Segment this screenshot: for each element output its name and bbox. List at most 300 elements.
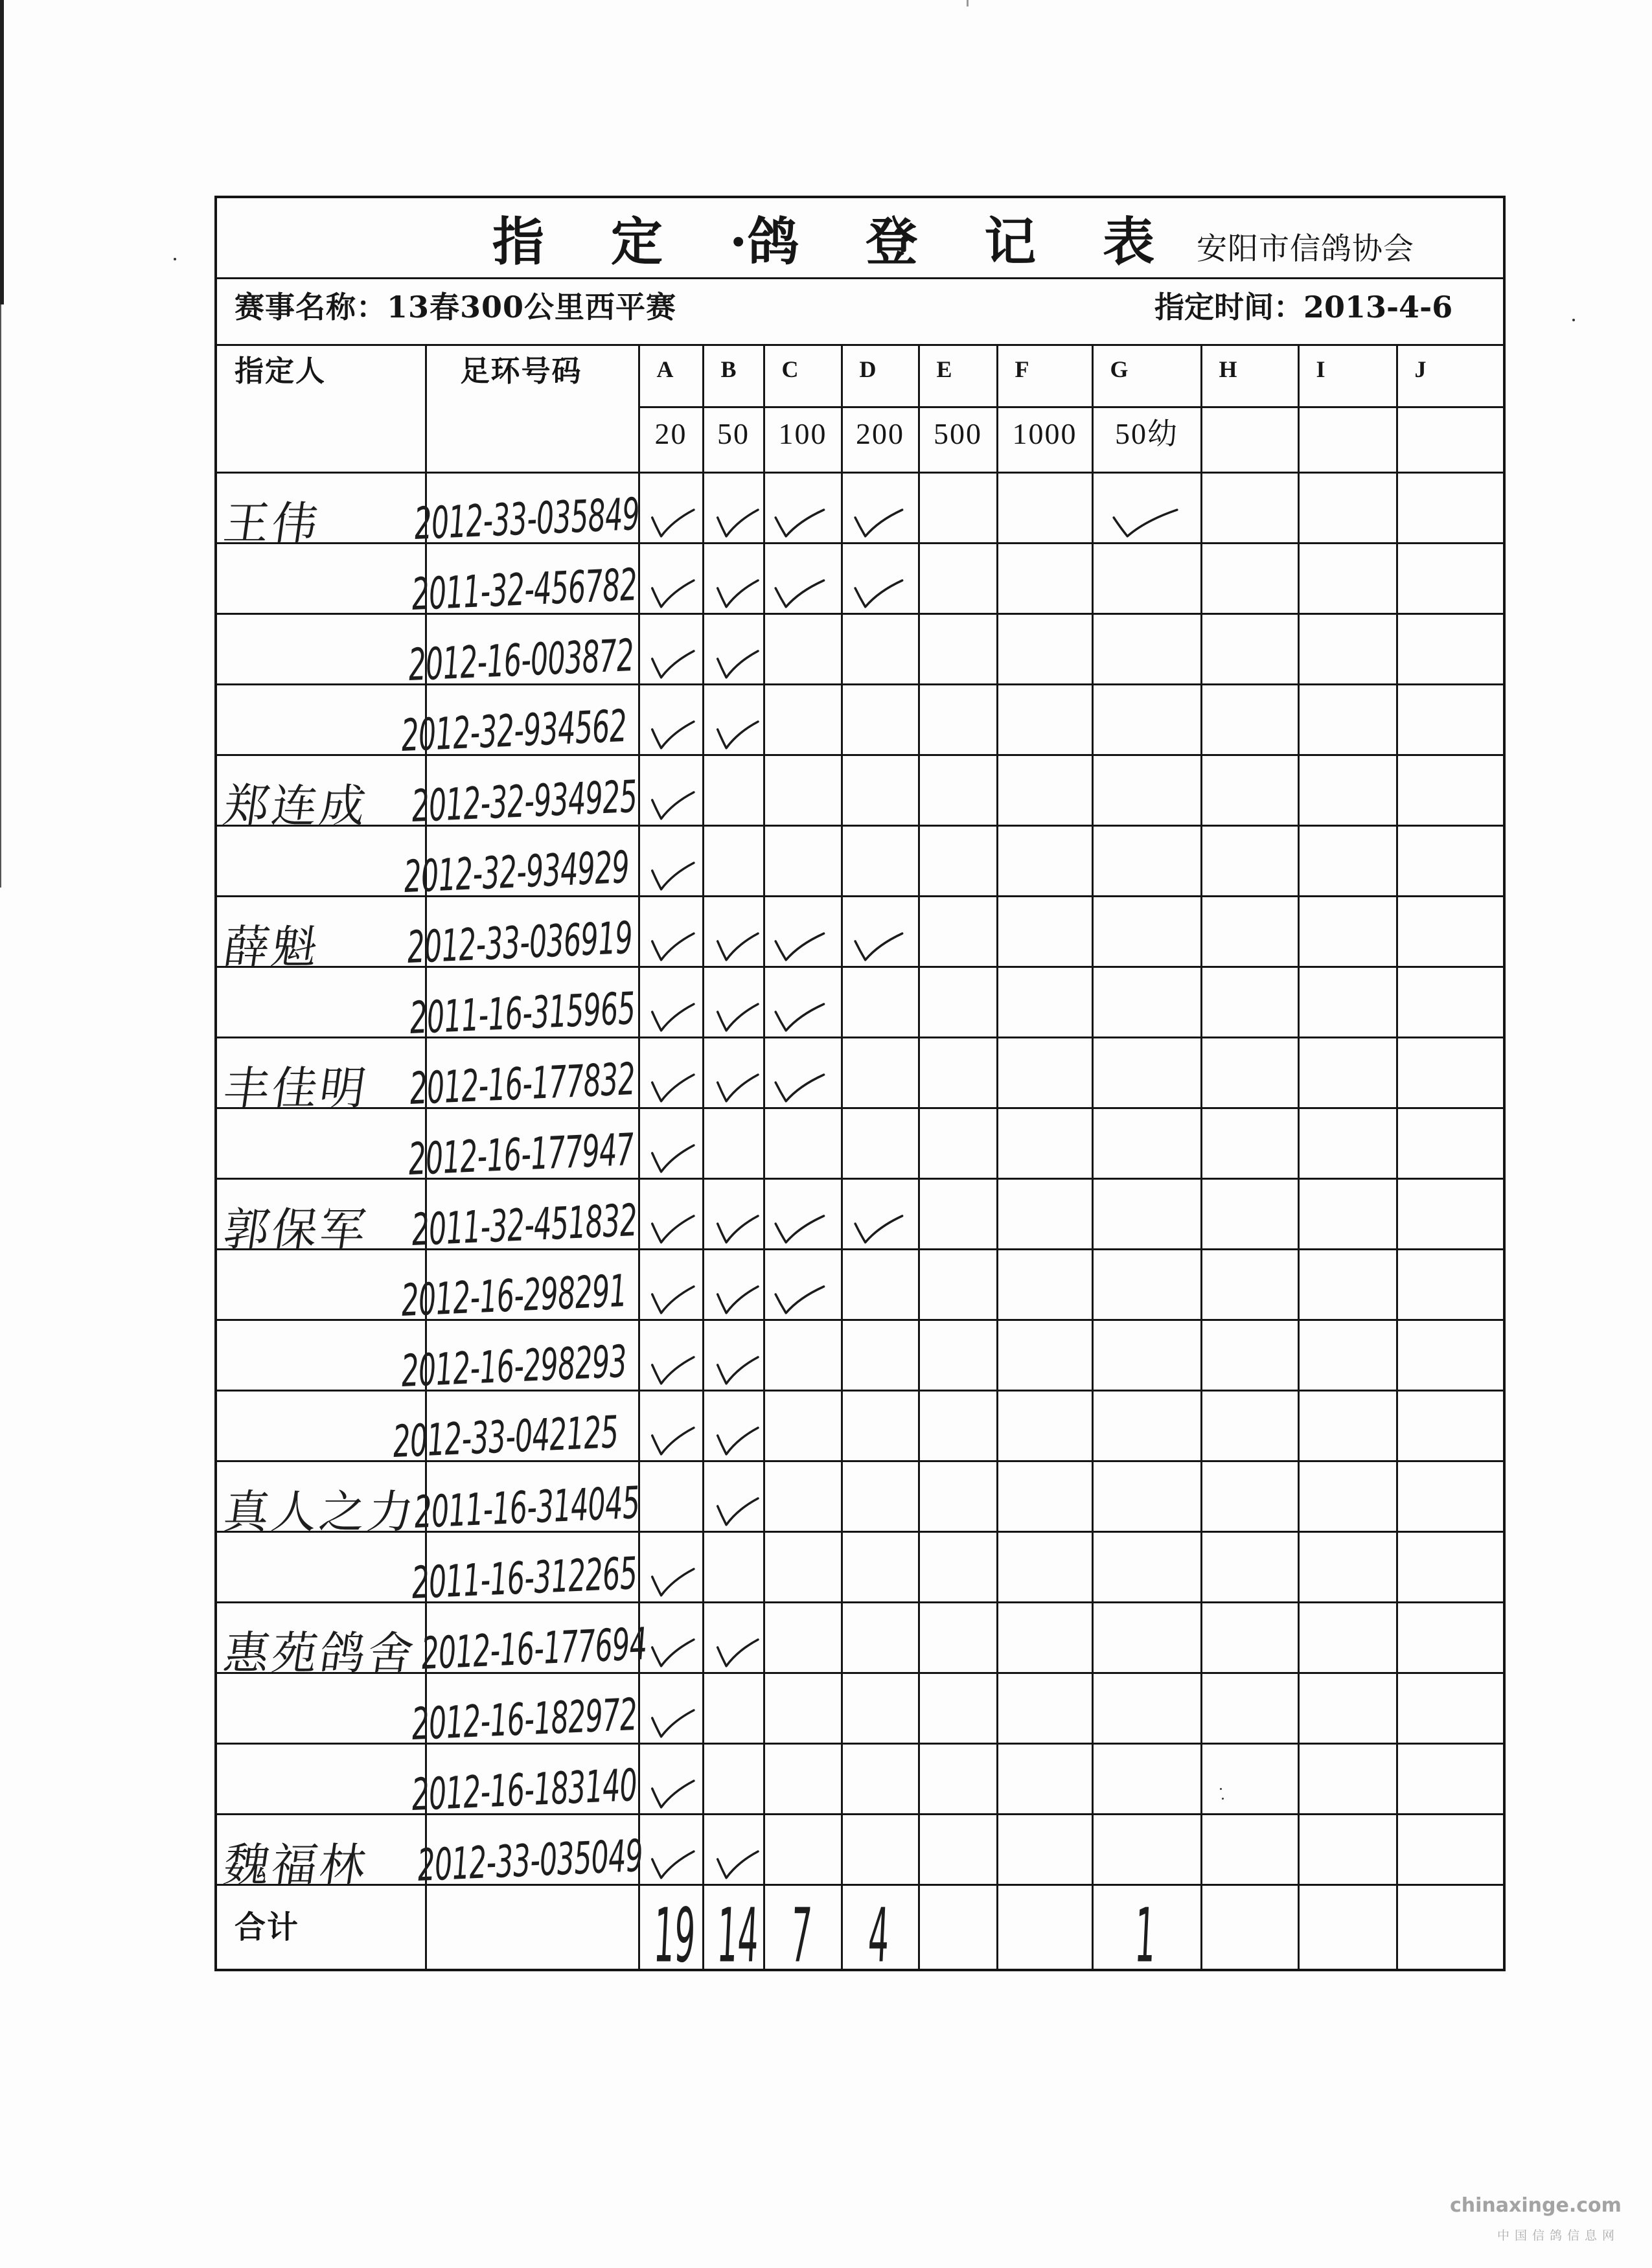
column-header-g (1092, 345, 1201, 407)
column-f-cell (997, 543, 1092, 613)
column-c-cell (764, 1673, 842, 1743)
total-h-cell (1201, 1884, 1298, 1970)
column-b-cell (703, 1390, 764, 1461)
column-j-cell (1397, 1178, 1504, 1249)
column-b-cell (703, 543, 764, 613)
check-stroke (652, 1004, 693, 1031)
column-d-cell (842, 1461, 919, 1531)
column-header-i (1298, 345, 1397, 407)
check-stroke (652, 1075, 693, 1101)
column-h-cell (1201, 684, 1298, 755)
column-h-cell (1201, 472, 1298, 543)
column-a-cell (639, 684, 703, 755)
column-j-cell (1397, 613, 1504, 684)
table-row (216, 755, 1504, 825)
column-d-cell (842, 1531, 919, 1602)
event-name: 赛事名称：13春300公里西平赛 (235, 289, 677, 325)
column-d-cell (842, 1602, 919, 1673)
total-f-cell (997, 1884, 1092, 1970)
total-value-a: 19 (651, 1892, 697, 1979)
column-f-cell (997, 613, 1092, 684)
check-stroke (775, 934, 823, 960)
column-e-cell (919, 1531, 997, 1602)
column-a-cell (639, 1249, 703, 1320)
column-d-cell (842, 1814, 919, 1884)
check-mark (650, 931, 695, 962)
column-amount-g (1092, 407, 1201, 472)
column-b-cell (703, 1531, 764, 1602)
column-d-cell (842, 684, 919, 755)
check-stroke (717, 1287, 757, 1313)
designated-time: 指定时间：2013-4-6 (1154, 289, 1453, 325)
column-d-cell (842, 1743, 919, 1814)
check-mark (650, 1143, 695, 1174)
column-a-cell (639, 472, 703, 543)
column-c-cell (764, 1531, 842, 1602)
total-d-cell (842, 1884, 919, 1979)
designator-cell (216, 1461, 426, 1539)
check-stroke (652, 510, 693, 536)
column-amount: 100 (778, 417, 827, 450)
ring-number: 2012-33-035849 (413, 487, 641, 549)
check-mark (716, 1213, 759, 1244)
column-c-cell (764, 613, 842, 684)
designator-cell (216, 543, 426, 613)
column-a-cell (639, 1178, 703, 1249)
column-h-cell (1201, 1673, 1298, 1743)
column-g-cell (1092, 613, 1201, 684)
column-b-cell (703, 1602, 764, 1673)
column-j-cell (1397, 1531, 1504, 1602)
column-b-cell (703, 967, 764, 1037)
column-g-cell (1092, 472, 1201, 543)
designator-cell (216, 755, 426, 832)
column-h-cell (1201, 543, 1298, 613)
total-value-g: 1 (1132, 1892, 1158, 1979)
check-stroke (1114, 510, 1177, 536)
check-mark (716, 1072, 759, 1103)
column-c-cell (764, 684, 842, 755)
column-a-cell (639, 1602, 703, 1673)
column-e-cell (919, 1673, 997, 1743)
column-i-cell (1298, 1461, 1397, 1531)
column-amount: 1000 (1012, 417, 1077, 450)
column-a-cell (639, 613, 703, 684)
column-amount-f (997, 407, 1092, 472)
column-i-cell (1298, 1743, 1397, 1814)
ring-number-cell (402, 825, 639, 902)
column-i-cell (1298, 1531, 1397, 1602)
total-i-cell (1298, 1884, 1397, 1970)
ring-number: 2012-33-042125 (391, 1405, 619, 1467)
column-h-cell (1201, 755, 1298, 825)
ring-number: 2012-16-298291 (400, 1264, 628, 1326)
check-stroke (717, 934, 757, 960)
column-b-cell (703, 613, 764, 684)
column-letter: G (1110, 356, 1129, 382)
designator-cell (216, 1602, 426, 1680)
check-stroke (652, 1569, 693, 1596)
column-i-cell (1298, 1108, 1397, 1178)
column-f-cell (997, 1531, 1092, 1602)
column-i-cell (1298, 613, 1397, 684)
ring-number: 2012-16-003872 (407, 628, 635, 691)
ring-number-cell (408, 967, 639, 1044)
column-e-cell (919, 1178, 997, 1249)
check-mark (853, 931, 904, 962)
column-g-cell (1092, 1320, 1201, 1390)
ring-number: 2011-16-314045 (413, 1476, 641, 1538)
column-h-cell (1201, 1390, 1298, 1461)
column-i-cell (1298, 543, 1397, 613)
column-i-cell (1298, 755, 1397, 825)
ring-number-cell (410, 1178, 639, 1255)
column-d-cell (842, 1320, 919, 1390)
ring-number: 2012-16-177832 (408, 1052, 636, 1114)
designator-name: 惠苑鸽舍 (220, 1626, 420, 1680)
table-row (216, 1814, 1504, 1884)
watermark-name: 中国信鸽信息网 (1497, 2228, 1620, 2243)
designator-cell (216, 684, 426, 755)
ring-number-cell (408, 1037, 639, 1114)
ring-number: 2011-32-456782 (410, 558, 638, 620)
ring-number-cell (400, 1249, 639, 1326)
ring-number: 2012-16-177947 (407, 1123, 635, 1185)
column-j-cell (1397, 1249, 1504, 1320)
column-f-cell (997, 825, 1092, 896)
check-mark (774, 1072, 825, 1103)
column-g-cell (1092, 1531, 1201, 1602)
check-stroke (775, 510, 823, 536)
column-f-cell (997, 1743, 1092, 1814)
check-stroke (855, 934, 902, 960)
total-b-cell (703, 1884, 764, 1979)
designator-cell (216, 472, 426, 550)
table-row (216, 1178, 1504, 1249)
column-j-cell (1397, 1320, 1504, 1390)
column-g-cell (1092, 1108, 1201, 1178)
column-f-cell (997, 1108, 1092, 1178)
designator-cell (216, 1320, 426, 1390)
column-e-cell (919, 967, 997, 1037)
ring-number-header (426, 345, 639, 472)
check-mark (650, 719, 695, 750)
column-f-cell (997, 896, 1092, 967)
ring-number-cell (410, 543, 639, 620)
column-b-cell (703, 825, 764, 896)
check-mark (650, 790, 695, 821)
scan-edge-line (0, 304, 1, 888)
check-mark (716, 1496, 759, 1527)
column-c-cell (764, 1037, 842, 1108)
check-stroke (717, 1075, 757, 1101)
column-j-cell (1397, 1814, 1504, 1884)
designator-name: 郑连成 (220, 779, 372, 832)
designator-cell (216, 1743, 426, 1814)
ring-number-header-label: 足环号码 (460, 353, 582, 388)
column-i-cell (1298, 967, 1397, 1037)
column-header-f (997, 345, 1092, 407)
column-h-cell (1201, 1320, 1298, 1390)
check-stroke (652, 1145, 693, 1172)
column-b-cell (703, 1461, 764, 1531)
column-j-cell (1397, 472, 1504, 543)
check-mark (650, 648, 695, 680)
table-row (216, 1461, 1504, 1531)
check-stroke (775, 1004, 823, 1031)
column-letter: I (1316, 356, 1325, 382)
total-label: 合计 (235, 1908, 300, 1945)
column-amount-d (842, 407, 919, 472)
column-a-cell (639, 896, 703, 967)
column-f-cell (997, 1249, 1092, 1320)
event-cell (216, 278, 1504, 345)
check-stroke (652, 1710, 693, 1737)
check-stroke (775, 580, 823, 607)
check-mark (853, 578, 904, 609)
ring-number: 2012-33-036919 (406, 911, 634, 973)
designator-cell (216, 1531, 426, 1602)
column-g-cell (1092, 1249, 1201, 1320)
check-stroke (855, 1216, 902, 1243)
check-mark (716, 1849, 759, 1880)
column-letter: J (1414, 356, 1427, 382)
ring-number-cell (407, 613, 639, 691)
column-b-cell (703, 684, 764, 755)
ring-number-cell (410, 1673, 639, 1750)
ring-number-cell (406, 896, 639, 973)
column-amount-j (1397, 407, 1504, 472)
check-stroke (652, 580, 693, 607)
column-h-cell (1201, 1602, 1298, 1673)
check-mark (774, 1213, 825, 1244)
column-i-cell (1298, 1602, 1397, 1673)
title-row (216, 197, 1504, 278)
designator-cell (216, 1108, 426, 1178)
table-row (216, 1531, 1504, 1602)
check-stroke (717, 1640, 757, 1666)
check-stroke (652, 1851, 693, 1878)
ring-number-cell (413, 1461, 641, 1538)
column-i-cell (1298, 896, 1397, 967)
designator-header-label: 指定人 (235, 353, 327, 388)
table-row (216, 1108, 1504, 1178)
table-row (216, 1390, 1504, 1461)
check-mark (650, 507, 695, 538)
check-stroke (717, 580, 757, 607)
column-d-cell (842, 825, 919, 896)
column-g-cell (1092, 1461, 1201, 1531)
check-mark (716, 507, 759, 538)
table-row (216, 1037, 1504, 1108)
column-c-cell (764, 1602, 842, 1673)
check-mark (1111, 507, 1179, 538)
column-d-cell (842, 1108, 919, 1178)
ring-number-cell (407, 1108, 639, 1185)
check-mark (650, 1355, 695, 1386)
check-stroke (717, 510, 757, 536)
column-a-cell (639, 1037, 703, 1108)
column-b-cell (703, 1743, 764, 1814)
check-mark (774, 578, 825, 609)
column-letter: C (781, 356, 799, 382)
check-mark (774, 507, 825, 538)
column-f-cell (997, 472, 1092, 543)
check-mark (716, 648, 759, 680)
column-e-cell (919, 1743, 997, 1814)
column-amount: 50 (717, 417, 750, 450)
column-a-cell (639, 1743, 703, 1814)
column-letter: E (936, 356, 952, 382)
column-c-cell (764, 472, 842, 543)
total-a-cell (639, 1884, 703, 1979)
total-j-cell (1397, 1884, 1504, 1970)
check-stroke (717, 1216, 757, 1243)
check-stroke (652, 1781, 693, 1807)
column-d-cell (842, 1673, 919, 1743)
total-e-cell (919, 1884, 997, 1970)
check-mark (853, 1213, 904, 1244)
watermark-site: chinaxinge.com (1450, 2194, 1622, 2217)
designator-cell (216, 1814, 426, 1892)
column-g-cell (1092, 896, 1201, 967)
designator-cell (216, 1673, 426, 1743)
column-j-cell (1397, 1390, 1504, 1461)
check-mark (853, 507, 904, 538)
total-ring-cell (426, 1884, 639, 1970)
column-b-cell (703, 1673, 764, 1743)
column-amount: 500 (934, 417, 982, 450)
designator-name: 魏福林 (220, 1838, 372, 1892)
column-h-cell (1201, 1461, 1298, 1531)
column-a-cell (639, 825, 703, 896)
check-stroke (652, 651, 693, 678)
check-mark (774, 931, 825, 962)
column-i-cell (1298, 1673, 1397, 1743)
column-c-cell (764, 967, 842, 1037)
column-header-a (639, 345, 703, 407)
check-stroke (652, 1287, 693, 1313)
column-g-cell (1092, 1814, 1201, 1884)
check-stroke (717, 1357, 757, 1384)
check-stroke (652, 863, 693, 889)
column-d-cell (842, 1390, 919, 1461)
column-amount: 20 (654, 417, 687, 450)
check-mark (716, 1355, 759, 1386)
check-stroke (717, 1498, 757, 1525)
ring-number: 2012-32-934562 (400, 699, 628, 761)
event-row (216, 278, 1504, 345)
ring-number-cell (410, 755, 639, 832)
column-b-cell (703, 472, 764, 543)
ring-number-cell (400, 1320, 639, 1397)
column-amount-i (1298, 407, 1397, 472)
title-cell (216, 197, 1504, 278)
designator-cell (216, 967, 426, 1037)
ring-number: 2012-16-183140 (410, 1758, 638, 1820)
column-g-cell (1092, 1390, 1201, 1461)
column-g-cell (1092, 1602, 1201, 1673)
column-e-cell (919, 1814, 997, 1884)
column-j-cell (1397, 896, 1504, 967)
check-mark (650, 1002, 695, 1033)
column-letter: D (859, 356, 877, 382)
check-mark (650, 1637, 695, 1668)
check-mark (716, 1284, 759, 1315)
column-h-cell (1201, 613, 1298, 684)
column-header-j (1397, 345, 1504, 407)
column-f-cell (997, 1178, 1092, 1249)
column-f-cell (997, 1673, 1092, 1743)
column-c-cell (764, 1178, 842, 1249)
table-row (216, 1602, 1504, 1673)
check-stroke (652, 1216, 693, 1243)
scan-mark (967, 0, 969, 6)
check-mark (650, 1425, 695, 1456)
column-d-cell (842, 472, 919, 543)
column-header-h (1201, 345, 1298, 407)
column-letter: A (656, 356, 674, 382)
column-d-cell (842, 967, 919, 1037)
check-mark (650, 1849, 695, 1880)
column-f-cell (997, 1037, 1092, 1108)
column-i-cell (1298, 1178, 1397, 1249)
ring-number: 2012-16-298293 (400, 1334, 628, 1397)
designator-cell (216, 1037, 426, 1115)
total-value-d: 4 (866, 1892, 891, 1979)
column-j-cell (1397, 825, 1504, 896)
column-letter: B (720, 356, 737, 382)
ring-number: 2012-32-934929 (402, 840, 630, 902)
column-amount-c (764, 407, 842, 472)
column-g-cell (1092, 967, 1201, 1037)
column-c-cell (764, 1814, 842, 1884)
column-b-cell (703, 1178, 764, 1249)
table-row (216, 543, 1504, 613)
column-a-cell (639, 967, 703, 1037)
check-mark (650, 1072, 695, 1103)
total-value-b: 14 (715, 1892, 761, 1979)
check-mark (650, 860, 695, 891)
column-e-cell (919, 825, 997, 896)
column-e-cell (919, 1602, 997, 1673)
designator-name: 王伟 (220, 496, 324, 550)
ring-number-cell (391, 1390, 639, 1467)
total-row (216, 1884, 1504, 1970)
column-c-cell (764, 1461, 842, 1531)
ring-number-cell (410, 1531, 639, 1609)
column-a-cell (639, 755, 703, 825)
ring-number-cell (400, 684, 639, 761)
total-value-c: 7 (788, 1892, 814, 1979)
check-stroke (717, 1851, 757, 1878)
column-amount-e (919, 407, 997, 472)
check-stroke (652, 1640, 693, 1666)
check-stroke (855, 580, 902, 607)
column-letter: F (1015, 356, 1029, 382)
column-letter: H (1219, 356, 1237, 382)
pigeon-designation-table (214, 196, 1506, 1979)
column-j-cell (1397, 967, 1504, 1037)
designator-name: 真人之力 (220, 1485, 420, 1539)
designator-cell (216, 896, 426, 974)
table-row (216, 1249, 1504, 1320)
check-mark (716, 931, 759, 962)
column-d-cell (842, 1037, 919, 1108)
check-stroke (652, 722, 693, 748)
column-f-cell (997, 967, 1092, 1037)
check-mark (650, 1708, 695, 1739)
